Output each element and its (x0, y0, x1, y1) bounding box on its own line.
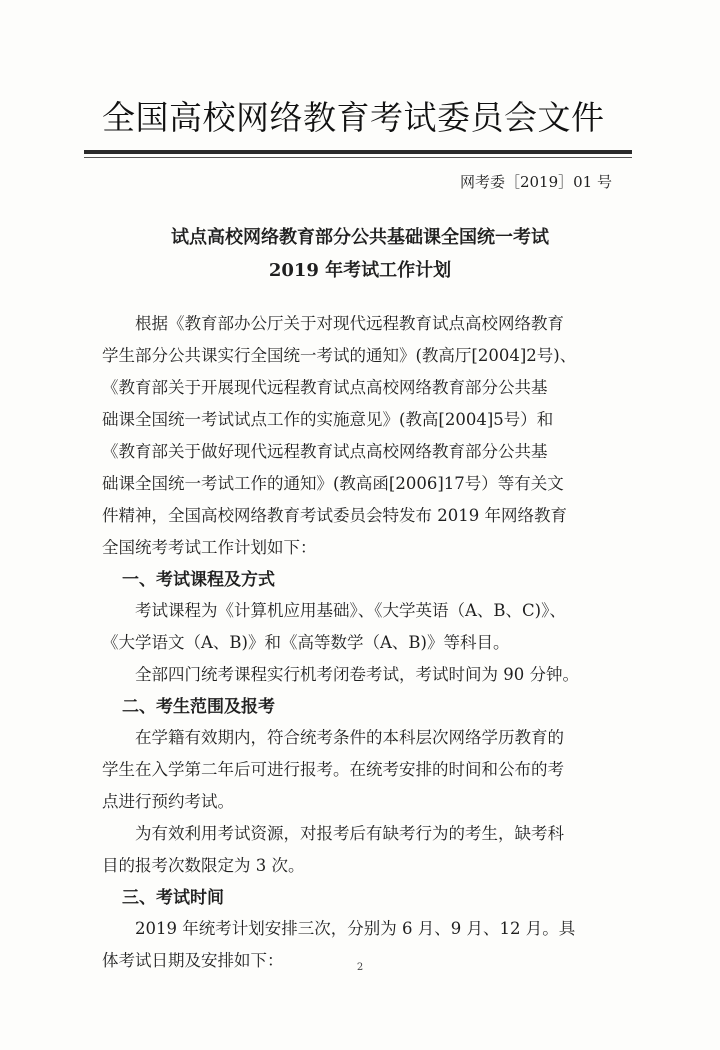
section-heading-exam-time: 三、考试时间 (122, 888, 224, 908)
section3-line: 2019 年统考计划安排三次，分别为 6 月、9 月、12 月。具 (135, 919, 576, 938)
section2-line: 目的报考次数限定为 3 次。 (102, 856, 305, 875)
intro-line: 础课全国统一考试工作的通知》(教高函[2006]17号）等有关文 (102, 474, 564, 493)
document-header-title: 全国高校网络教育考试委员会文件 (102, 98, 605, 137)
intro-line: 《教育部关于开展现代远程教育试点高校网络教育部分公共基 (102, 378, 548, 397)
document-title-line-2: 2019 年考试工作计划 (268, 260, 452, 281)
document-title-line-1: 试点高校网络教育部分公共基础课全国统一考试 (171, 227, 549, 248)
section2-line: 为有效利用考试资源，对报考后有缺考行为的考生，缺考科 (135, 824, 564, 843)
intro-line: 础课全国统一考试试点工作的实施意见》(教高[2004]5号）和 (102, 410, 554, 429)
document-number: 网考委［2019］01 号 (459, 173, 612, 191)
section1-line: 考试课程为《计算机应用基础》、《大学英语（A、B、C)》、 (135, 601, 566, 620)
header-rule-thin (84, 157, 632, 158)
intro-line: 件精神，全国高校网络教育考试委员会特发布 2019 年网络教育 (102, 506, 567, 525)
section3-line: 体考试日期及安排如下： (102, 951, 284, 970)
section1-line: 全部四门统考课程实行机考闭卷考试，考试时间为 90 分钟。 (135, 665, 579, 684)
section2-line: 点进行预约考试。 (102, 792, 234, 811)
section2-line: 学生在入学第二年后可进行报考。在统考安排的时间和公布的考 (102, 760, 564, 779)
intro-line: 根据《教育部办公厅关于对现代远程教育试点高校网络教育 (135, 314, 564, 333)
section1-line: 《大学语文（A、B)》和《高等数学（A、B)》等科目。 (102, 633, 510, 652)
intro-line: 学生部分公共课实行全国统一考试的通知》(教高厅[2004]2号)、 (102, 346, 577, 365)
page-number: 2 (356, 962, 364, 973)
intro-line: 《教育部关于做好现代远程教育试点高校网络教育部分公共基 (102, 442, 548, 461)
section2-line: 在学籍有效期内，符合统考条件的本科层次网络学历教育的 (135, 728, 564, 747)
header-rule-thick (84, 150, 632, 154)
section-heading-candidates: 二、考生范围及报考 (122, 697, 275, 717)
section-heading-courses: 一、考试课程及方式 (122, 570, 275, 590)
intro-line: 全国统考考试工作计划如下： (102, 538, 317, 557)
